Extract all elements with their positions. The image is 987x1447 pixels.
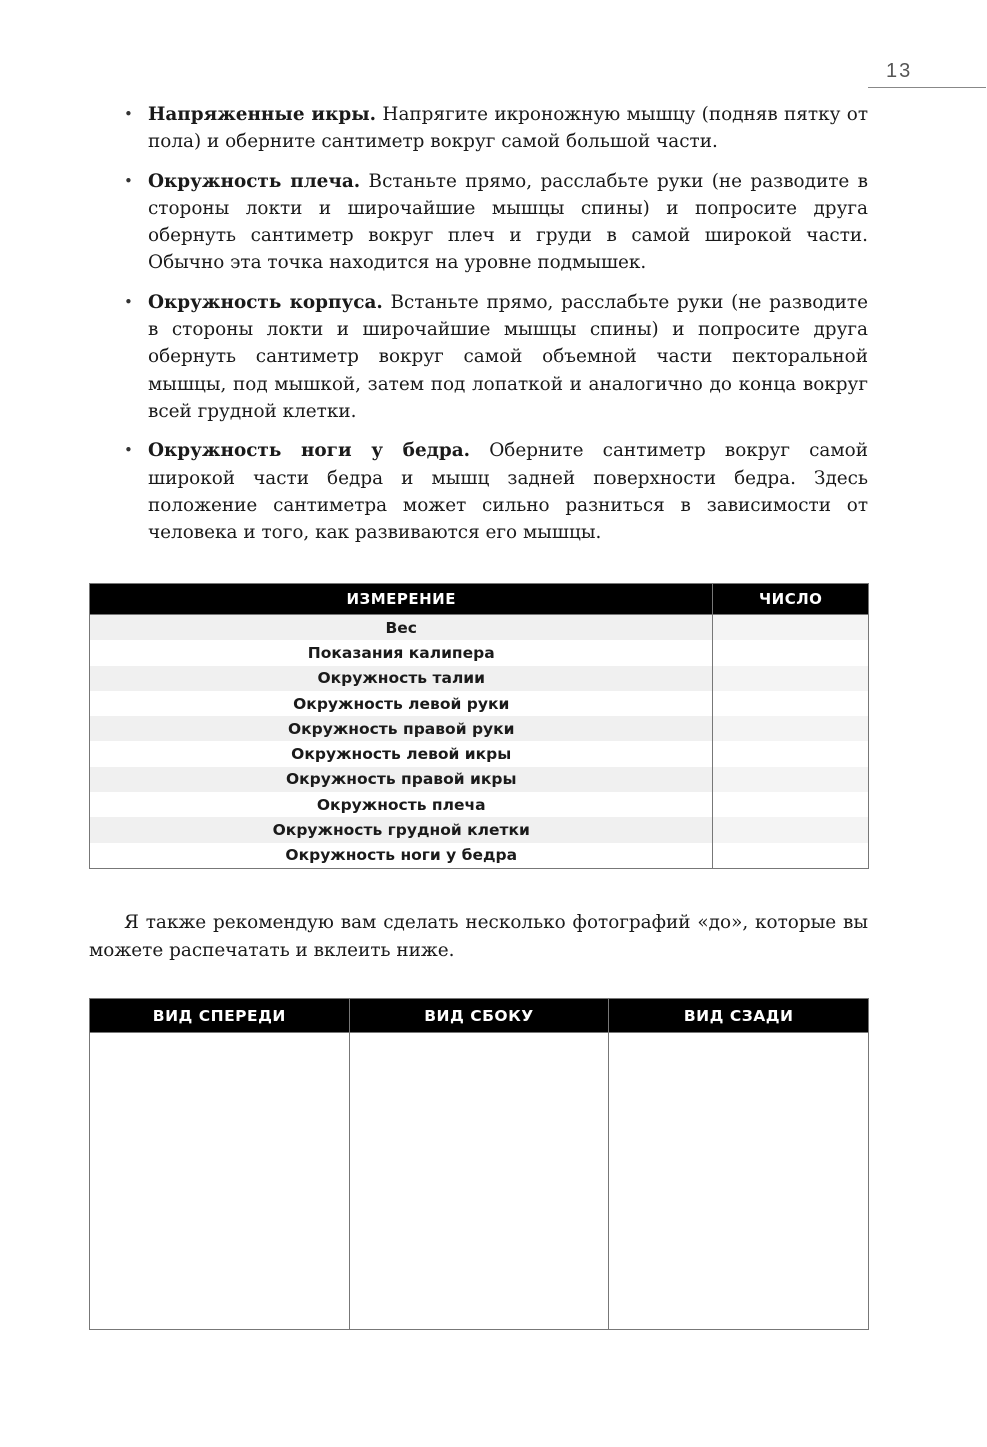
measurement-label: Показания калипера [90, 640, 713, 665]
table-row [90, 691, 869, 716]
table-row [90, 843, 869, 869]
bullet-text: Оберните сантиметр вокруг самой широкой части бедра и мышц задней поверхности бедра. Здесь положение сантиметра может сильно разниться в зависимости от человека и того, как развиваются его мышцы. [148, 440, 868, 544]
list-item [124, 289, 868, 425]
value-cell[interactable] [713, 666, 869, 691]
photo-cell-front[interactable] [90, 1033, 350, 1330]
photo-cell-side[interactable] [349, 1033, 609, 1330]
table-row [90, 716, 869, 741]
body-paragraph: Я также рекомендую вам сделать несколько фотографий «до», которые вы можете распечатать и вклеить ниже. [89, 912, 868, 961]
table-row [90, 666, 869, 691]
table-row [90, 767, 869, 792]
value-cell[interactable] [713, 615, 869, 641]
bullet-text: Встаньте прямо, расслабьте руки (не разводите в стороны локти и широчайшие мышцы спины) и попросите друга обернуть сантиметр вокруг самой объемной части пекторальной мышцы, под мышкой, затем под лопаткой и аналогично до конца вокруг всей грудной клетки. [148, 291, 868, 422]
bullet-term: Окружность ноги у бедра. [148, 440, 471, 462]
measurements-table [89, 583, 869, 869]
column-header-front-view: ВИД СПЕРЕДИ [90, 999, 350, 1033]
list-item [124, 437, 868, 546]
page-number: 13 [886, 60, 913, 82]
measurement-label: Окружность левой руки [90, 691, 713, 716]
measurement-label: Окружность левой икры [90, 741, 713, 766]
table-row [90, 640, 869, 665]
bullet-term: Окружность плеча. [148, 170, 361, 192]
column-header-back-view: ВИД СЗАДИ [609, 999, 869, 1033]
column-header-measurement: ИЗМЕРЕНИЕ [90, 584, 713, 615]
value-cell[interactable] [713, 640, 869, 665]
measurement-label: Окружность правой икры [90, 767, 713, 792]
column-header-side-view: ВИД СБОКУ [349, 999, 609, 1033]
value-cell[interactable] [713, 741, 869, 766]
measurement-instructions-list [124, 101, 868, 558]
bullet-term: Напряженные икры. [148, 104, 377, 125]
bullet-text: Напрягите икроножную мышцу (подняв пятку от пола) и оберните сантиметр вокруг самой большой части. [148, 104, 868, 153]
table-row [90, 741, 869, 766]
value-cell[interactable] [713, 767, 869, 792]
table-header-row [90, 584, 869, 615]
photo-cell-back[interactable] [609, 1033, 869, 1330]
bullet-text: Встаньте прямо, расслабьте руки (не разводите в стороны локти и широчайшие мышцы спины) и попросите друга обернуть сантиметр вокруг плеч и груди в самой широкой части. Обычно эта точка находится на уровне подмышек. [148, 170, 869, 274]
list-item [124, 168, 868, 277]
measurement-label: Вес [90, 615, 713, 641]
column-header-value: ЧИСЛО [713, 584, 869, 615]
measurement-label: Окружность талии [90, 666, 713, 691]
table-row [90, 817, 869, 842]
bullet-term: Окружность корпуса. [148, 291, 383, 313]
list-item [124, 101, 868, 156]
page-number-rule [868, 87, 986, 88]
value-cell[interactable] [713, 843, 869, 869]
value-cell[interactable] [713, 691, 869, 716]
measurement-label: Окружность грудной клетки [90, 817, 713, 842]
measurement-label: Окружность правой руки [90, 716, 713, 741]
measurement-label: Окружность ноги у бедра [90, 843, 713, 869]
value-cell[interactable] [713, 716, 869, 741]
table-row [90, 1033, 869, 1330]
value-cell[interactable] [713, 792, 869, 817]
value-cell[interactable] [713, 817, 869, 842]
photos-table [89, 998, 869, 1330]
table-row [90, 615, 869, 641]
measurement-label: Окружность плеча [90, 792, 713, 817]
table-header-row [90, 999, 869, 1033]
table-row [90, 792, 869, 817]
